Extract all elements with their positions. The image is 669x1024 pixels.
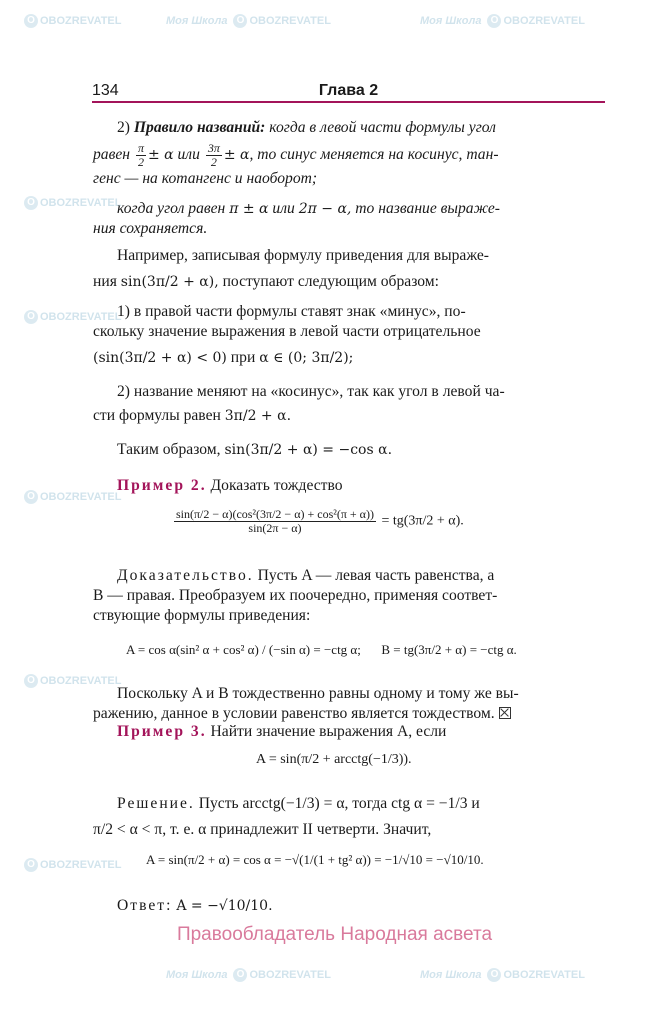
formula-b: B = tg(3π/2 + α) = −ctg α. [381, 642, 517, 657]
watermark-logo-icon: O [24, 196, 38, 210]
rule-text: равен [93, 146, 131, 164]
paragraph-line: ния [93, 273, 117, 290]
formula-a: A = cos α(sin² α + cos² α) / (−sin α) = −ctg α; [126, 642, 361, 657]
paragraph-line: Например, записывая формулу приведения для выраже- [117, 247, 489, 264]
watermark: Моя Школа O OBOZREVATEL [420, 968, 585, 981]
math: sin(3π/2 + α), [120, 274, 219, 290]
example-task: Доказать тождество [210, 477, 343, 494]
proof-text: Пусть A — левая часть равенства, а [257, 567, 495, 584]
example-task: Найти значение выражения A, если [210, 723, 447, 740]
example-3-expression [256, 752, 412, 768]
example-3 [117, 722, 605, 742]
numerator: 3π [207, 141, 220, 155]
rule-text: или [272, 200, 295, 217]
qed-icon [499, 707, 511, 719]
watermark: Моя Школа O OBOZREVATEL [166, 14, 331, 27]
rule-paragraph: 2) Правило названий: когда в левой части формулы угол равен $\frac{\pi}{2}$ ± α или $\frac{3\pi}{2}$ ± α, то синус меняется на косинус, тан- генс — на котангенс и наоборот; когда угол равен π ± α или 2π − α, то название выраже- ния сохраняется. [117, 118, 605, 239]
math: 2π − α, [298, 201, 352, 217]
watermark: O OBOZREVATEL [24, 490, 121, 504]
rule-text: когда угол равен [117, 200, 226, 217]
proof [93, 566, 605, 626]
rule-text: то название выраже- [355, 200, 501, 217]
paragraph-line: Таким образом, [117, 441, 221, 458]
denominator: 2 [137, 155, 144, 169]
solution-label: Решение. [117, 795, 195, 812]
proof-label: Доказательство. [117, 567, 254, 584]
chapter-title: Глава 2 [318, 82, 379, 99]
watermark-logo-icon: O [24, 490, 38, 504]
paragraph-line: 1) в правой части формулы ставят знак «минус», по- [117, 303, 466, 320]
solution [93, 794, 605, 840]
paragraph-line: поступают следующим образом: [222, 273, 439, 290]
solution-text: π/2 < α < π, т. е. α принадлежит II четверти. Значит, [93, 821, 432, 838]
paragraph-line: скольку значение выражения в левой части отрицательное [93, 323, 481, 340]
math: A = sin(π/2 + arcctg(−1/3)). [256, 752, 412, 767]
copyright-notice: Правообладатель Народная асвета [176, 924, 493, 945]
math: ± α [223, 147, 250, 164]
watermark-logo-icon: O [487, 968, 501, 982]
paragraph-line: 2) название меняют на «косинус», так как угол в левой ча- [117, 383, 505, 400]
watermark-logo-icon: O [24, 310, 38, 324]
proof-text: ствующие формулы приведения: [93, 607, 311, 624]
solution-text: Пусть arcctg(−1/3) = α, тогда ctg α = −1/3 и [198, 795, 480, 812]
watermark-logo-icon: O [233, 968, 247, 982]
math: 3π/2 + α. [224, 408, 292, 424]
watermark-logo-icon: O [24, 674, 38, 688]
example-label: Пример 3. [117, 723, 207, 740]
watermark-logo-icon: O [24, 858, 38, 872]
proof-conclusion [93, 684, 605, 724]
rule-text: когда в левой части формулы угол [269, 119, 496, 136]
answer-value: A = −√10/10. [176, 898, 273, 914]
rule-number: 2) [117, 119, 130, 136]
denominator: sin(2π − α) [248, 521, 302, 535]
paragraph-line: при [230, 349, 256, 366]
watermark-logo-icon: O [487, 14, 501, 28]
solution-formula [146, 852, 484, 868]
proof-text: ражению, данное в условии равенство является тождеством. [93, 705, 495, 722]
watermark: O OBOZREVATEL [24, 858, 121, 872]
watermark-logo-icon: O [233, 14, 247, 28]
example-2 [117, 476, 605, 496]
proof-formulas [126, 642, 517, 658]
math: (sin(3π/2 + α) < 0) [93, 350, 227, 366]
math: A = sin(π/2 + α) = cos α = −√(1/(1 + tg² α)) = −1/√10 = −√10/10. [146, 852, 484, 867]
numerator: sin(π/2 − α)(cos²(3π/2 − α) + cos²(π + α)) [176, 507, 374, 521]
answer-label: Ответ: [117, 897, 173, 914]
watermark: O OBOZREVATEL [24, 674, 121, 688]
rule-text: ния сохраняется. [93, 220, 208, 237]
proof-text: Поскольку A и B тождественно равны одному и тому же вы- [117, 685, 519, 702]
header-rule [92, 101, 605, 103]
watermark: O OBOZREVATEL [24, 14, 121, 28]
math: = tg(3π/2 + α). [381, 513, 464, 529]
page-number: 134 [92, 82, 119, 99]
example-label: Пример 2. [117, 477, 207, 494]
identity-formula [172, 508, 464, 535]
watermark: Моя Школа O OBOZREVATEL [420, 14, 585, 27]
rule-text: то синус меняется на косинус, тан- [257, 146, 499, 164]
math: α ∈ (0; 3π/2); [259, 350, 354, 366]
fraction [174, 508, 376, 535]
page-header [92, 82, 605, 102]
proof-text: B — правая. Преобразуем их поочередно, применяя соответ- [93, 587, 498, 604]
watermark-logo-icon: O [24, 14, 38, 28]
fraction [206, 142, 222, 169]
example-paragraph [93, 246, 605, 460]
watermark: O OBOZREVATEL [24, 310, 121, 324]
math: ± α [147, 147, 174, 164]
answer [117, 896, 605, 916]
fraction [136, 142, 146, 169]
numerator: π [137, 141, 144, 155]
watermark: O OBOZREVATEL [24, 196, 121, 210]
paragraph-line: сти формулы равен [93, 407, 221, 424]
rule-text: или [177, 146, 200, 164]
rule-title: Правило названий: [133, 119, 266, 136]
watermark: Моя Школа O OBOZREVATEL [166, 968, 331, 981]
math: sin(3π/2 + α) = −cos α. [224, 442, 393, 458]
denominator: 2 [210, 155, 217, 169]
rule-text: генс — на котангенс и наоборот; [93, 170, 318, 187]
math: π ± α [229, 201, 269, 217]
